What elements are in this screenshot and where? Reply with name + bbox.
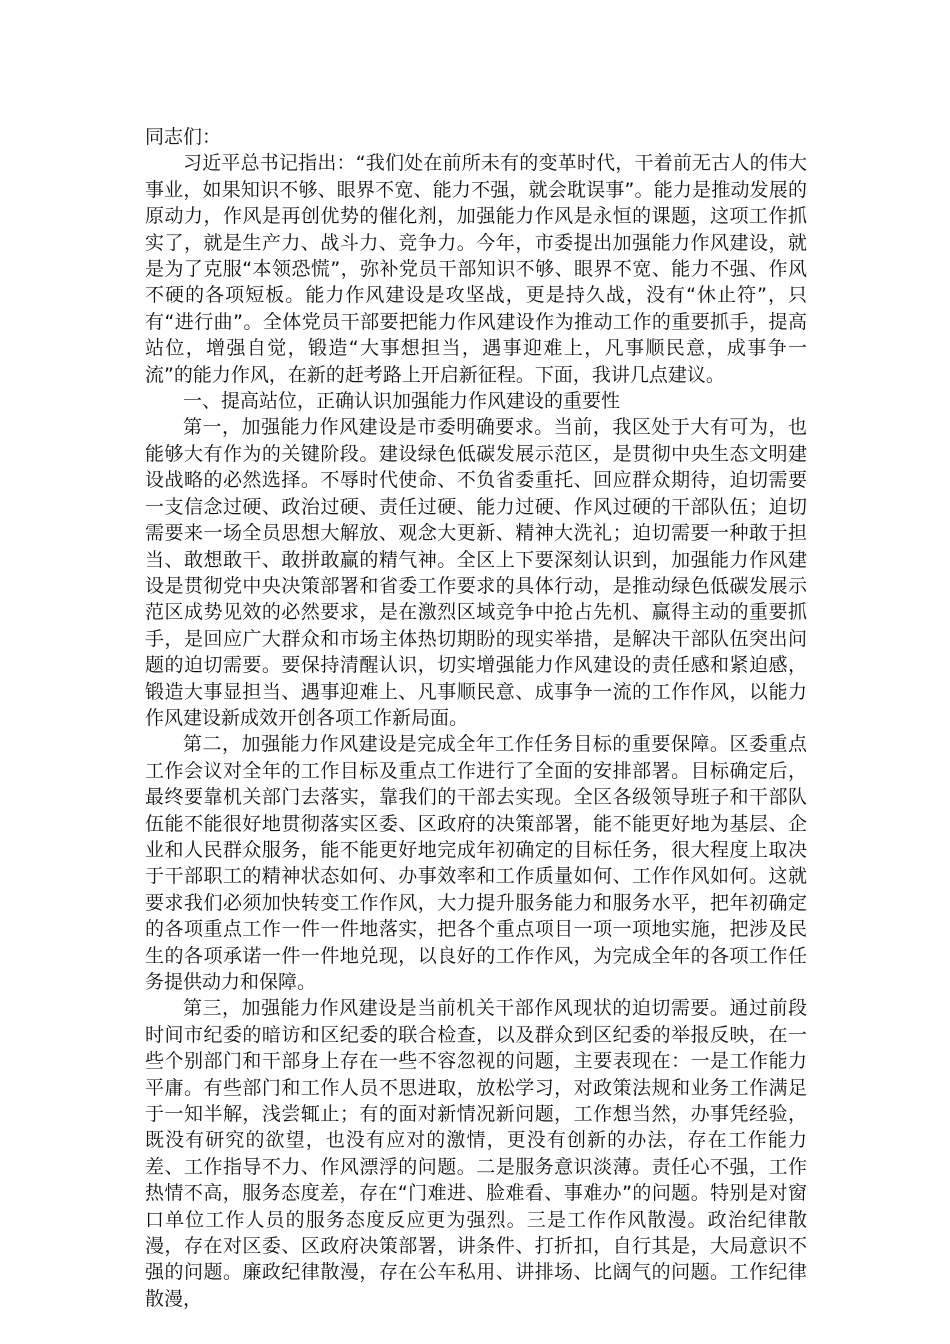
section-heading-1: 一、提高站位，正确认识加强能力作风建设的重要性 (183, 390, 621, 413)
paragraph-second: 第二，加强能力作风建设是完成全年工作任务目标的重要保障。区委重点工作会议对全年的工作目标及重点工作进行了全面的安排部署。目标确定后，最终要靠机关部门去落实，靠我们的干部去实现。全区各级领导班子和干部队伍能不能很好地贯彻落实区委、区政府的决策部署，能不能更好地为基层、企业和人民群众服务，能不能更好地完成年初确定的目标任务，很大程度上取决于干部职工的精神状态如何、办事效率和工作质量如何、工作作风如何。这就要求我们必须加快转变工作作风，大力提升服务能力和服务水平，把年初确定的各项重点工作一件一件地落实，把各个重点项目一项一项地实施，把涉及民生的各项承诺一件一件地兑现，以良好的工作作风，为完成全年的各项工作任务提供动力和保障。 (145, 733, 807, 993)
greeting: 同志们： (145, 126, 222, 148)
paragraph-intro: 习近平总书记指出：“我们处在前所未有的变革时代，干着前无古人的伟大事业，如果知识不够、眼界不宽、能力不强，就会耽误事”。能力是推动发展的原动力，作风是再创优势的催化剂，加强能力作风是永恒的课题，这项工作抓实了，就是生产力、战斗力、竞争力。今年，市委提出加强能力作风建设，就是为了克服“本领恐慌”，弥补党员干部知识不够、眼界不宽、能力不强、作风不硬的各项短板。能力作风建设是攻坚战，更是持久战，没有“休止符”，只有“进行曲”。全体党员干部要把能力作风建设作为推动工作的重要抓手，提高站位，增强自觉，锻造“大事想担当，遇事迎难上，凡事顺民意，成事争一流”的能力作风，在新的赶考路上开启新征程。下面，我讲几点建议。 (145, 152, 807, 386)
paragraph-third: 第三，加强能力作风建设是当前机关干部作风现状的迫切需要。通过前段时间市纪委的暗访和区纪委的联合检查，以及群众到区纪委的举报反映，在一些个别部门和干部身上存在一些不容忽视的问题，主要表现在：一是工作能力平庸。有些部门和工作人员不思进取，放松学习，对政策法规和业务工作满足于一知半解，浅尝辄止；有的面对新情况新问题，工作想当然，办事凭经验，既没有研究的欲望，也没有应对的激情，更没有创新的办法，存在工作能力差、工作指导不力、作风漂浮的问题。二是服务意识淡薄。责任心不强，工作热情不高，服务态度差，存在“门难进、脸难看、事难办”的问题。特别是对窗口单位工作人员的服务态度反应更为强烈。三是工作作风散漫。政治纪律散漫，存在对区委、区政府决策部署，讲条件、打折扣，自行其是，大局意识不强的问题。廉政纪律散漫，存在公车私用、讲排场、比阔气的问题。工作纪律散漫， (145, 997, 807, 1310)
paragraph-first: 第一，加强能力作风建设是市委明确要求。当前，我区处于大有可为，也能够大有作为的关键阶段。建设绿色低碳发展示范区，是贯彻中央生态文明建设战略的必然选择。不辱时代使命、不负省委重托、回应群众期待，迫切需要一支信念过硬、政治过硬、责任过硬、能力过硬、作风过硬的干部队伍；迫切需要来一场全员思想大解放、观念大更新、精神大洗礼；迫切需要一种敢于担当、敢想敢干、敢拼敢赢的精气神。全区上下要深刻认识到，加强能力作风建设是贯彻党中央决策部署和省委工作要求的具体行动，是推动绿色低碳发展示范区成势见效的必然要求，是在激烈区域竞争中抢占先机、赢得主动的重要抓手，是回应广大群众和市场主体热切期盼的现实举措，是解决干部队伍突出问题的迫切需要。要保持清醒认识，切实增强能力作风建设的责任感和紧迫感，锻造大事显担当、遇事迎难上、凡事顺民意、成事争一流的工作作风，以能力作风建设新成效开创各项工作新局面。 (145, 416, 807, 729)
document-page (145, 124, 807, 1312)
